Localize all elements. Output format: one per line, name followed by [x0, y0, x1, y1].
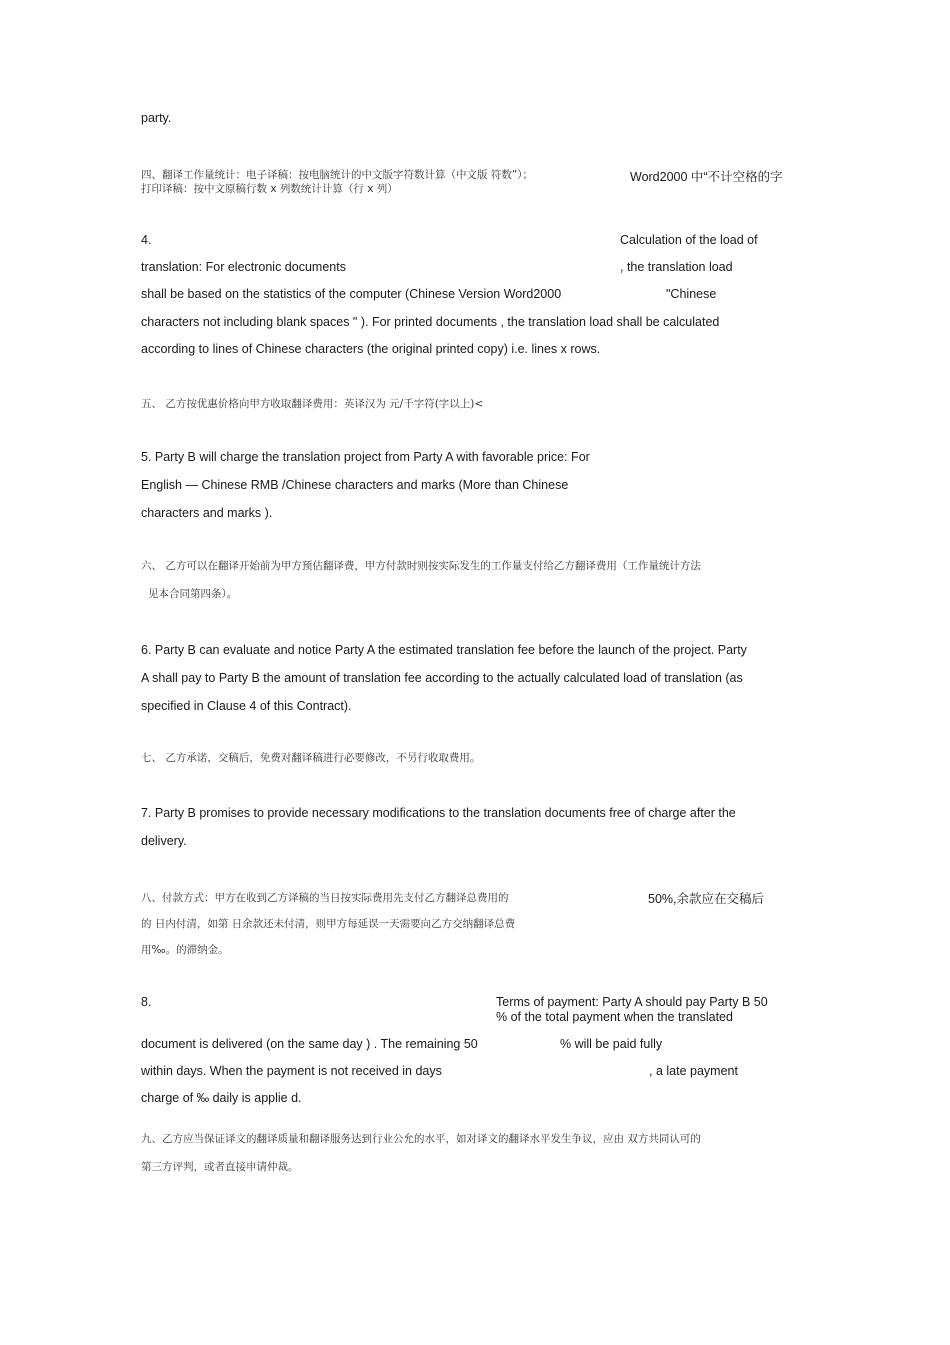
text-line: , the translation load	[620, 260, 733, 274]
text-line: characters not including blank spaces " ). For printed documents , the translation load shall be calculated	[141, 315, 720, 329]
text-line: A shall pay to Party B the amount of translation fee according to the actually calculated load of translation (as	[141, 671, 743, 685]
text-line: 5. Party B will charge the translation project from Party A with favorable price: For	[141, 450, 590, 464]
text-line: 50%,余款应在交稿后	[648, 892, 764, 906]
text-line: Word2000 中“不计空格的字	[630, 170, 783, 184]
text-line: 七、 乙方承诺，交稿后，免费对翻译稿进行必要修改，不另行收取费用。	[141, 752, 481, 764]
text-line: , a late payment	[649, 1064, 738, 1078]
text-line: charge of ‰ daily is applie d.	[141, 1091, 302, 1105]
text-line: 八、付款方式：甲方在收到乙方译稿的当日按实际费用先支付乙方翻译总费用的	[141, 892, 509, 904]
clause-number: 8.	[141, 995, 152, 1009]
text-line: 五、 乙方按优惠价格向甲方收取翻译费用：英译汉为 元/千字符(字以上)<	[141, 398, 484, 410]
text-line: 四、翻译工作量统计：电子译稿：按电脑统计的中文版字符数计算（中文版 符数”）；	[141, 169, 534, 181]
text-line: English — Chinese RMB /Chinese characters and marks (More than Chinese	[141, 478, 569, 492]
text-line: according to lines of Chinese characters (the original printed copy) i.e. lines x rows.	[141, 342, 601, 356]
text-line: characters and marks ).	[141, 506, 273, 520]
text-line: translation: For electronic documents	[141, 260, 346, 274]
text-line: shall be based on the statistics of the computer (Chinese Version Word2000	[141, 287, 562, 301]
text-line: 九、乙方应当保证译文的翻译质量和翻译服务达到行业公允的水平，如对译文的翻译水平发生争议，应由 双方共同认可的	[141, 1133, 701, 1145]
text-line: % will be paid fully	[560, 1037, 663, 1051]
text-line: Terms of payment: Party A should pay Party B 50	[496, 995, 768, 1009]
text-line: 第三方评判，或者直接申请仲裁。	[141, 1161, 299, 1173]
text-line: specified in Clause 4 of this Contract).	[141, 699, 352, 713]
text-line: 打印译稿：按中文原稿行数 x 列数统计计算（行 x 列）	[141, 183, 398, 195]
clause-number: 4.	[141, 233, 152, 247]
text-line: document is delivered (on the same day ) . The remaining 50	[141, 1037, 478, 1051]
text-line: within days. When the payment is not received in days	[141, 1064, 442, 1078]
text-line: Calculation of the load of	[620, 233, 758, 247]
text-line: 见本合同第四条）。	[148, 588, 238, 600]
text-line: 用‰。的滞纳金。	[141, 944, 229, 956]
text-line: "Chinese	[666, 287, 717, 301]
text-line: 7. Party B promises to provide necessary modifications to the translation documents free of charge after the	[141, 806, 736, 820]
text-line: 六、 乙方可以在翻译开始前为甲方预估翻译费，甲方付款时则按实际发生的工作量支付给乙方翻译费用（工作量统计方法	[141, 560, 701, 572]
text-line: 6. Party B can evaluate and notice Party A the estimated translation fee before the launch of the project. Party	[141, 643, 747, 657]
text-line: party.	[141, 111, 172, 125]
text-line: % of the total payment when the translated	[496, 1010, 733, 1024]
text-line: delivery.	[141, 834, 187, 848]
text-line: 的 日内付清，如第 日余款还未付清，则甲方每延误一天需要向乙方交纳翻译总费	[141, 918, 516, 930]
